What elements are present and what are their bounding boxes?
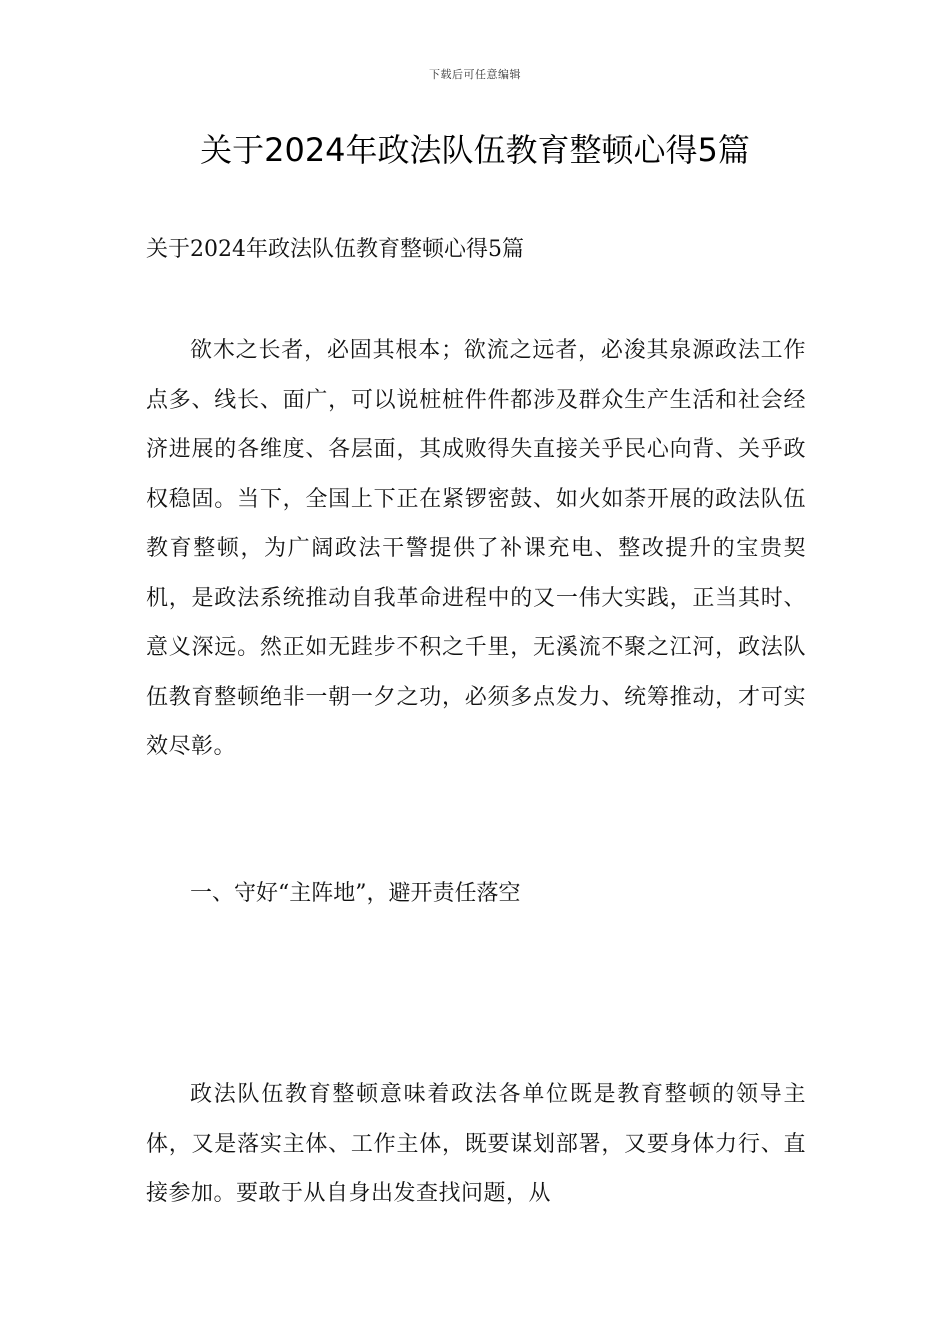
page-title: 关于2024年政法队伍教育整顿心得5篇: [200, 131, 750, 169]
header-note: 下载后可任意编辑: [429, 68, 521, 81]
section-heading-1: 一、守好“主阵地”，避开责任落空: [190, 881, 521, 906]
document-subtitle: 关于2024年政法队伍教育整顿心得5篇: [146, 237, 524, 262]
body-paragraph-1: 欲木之长者，必固其根本；欲流之远者，必浚其泉源政法工作点多、线长、面广，可以说桩桩件件都涉及群众生产生活和社会经济进展的各维度、各层面，其成败得失直接关乎民心向背、关乎政权稳固。当下，全国上下正在紧锣密鼓、如火如荼开展的政法队伍教育整顿，为广阔政法干警提供了补课充电、整改提升的宝贵契机，是政法系统推动自我革命进程中的又一伟大实践，正当其时、意义深远。然正如无跬步不积之千里，无溪流不聚之江河，政法队伍教育整顿绝非一朝一夕之功，必须多点发力、统筹推动，才可实效尽彰。: [146, 338, 806, 759]
body-paragraph-2: 政法队伍教育整顿意味着政法各单位既是教育整顿的领导主体，又是落实主体、工作主体，既要谋划部署，又要身体力行、直接参加。要敢于从自身出发查找问题，从: [146, 1082, 806, 1206]
